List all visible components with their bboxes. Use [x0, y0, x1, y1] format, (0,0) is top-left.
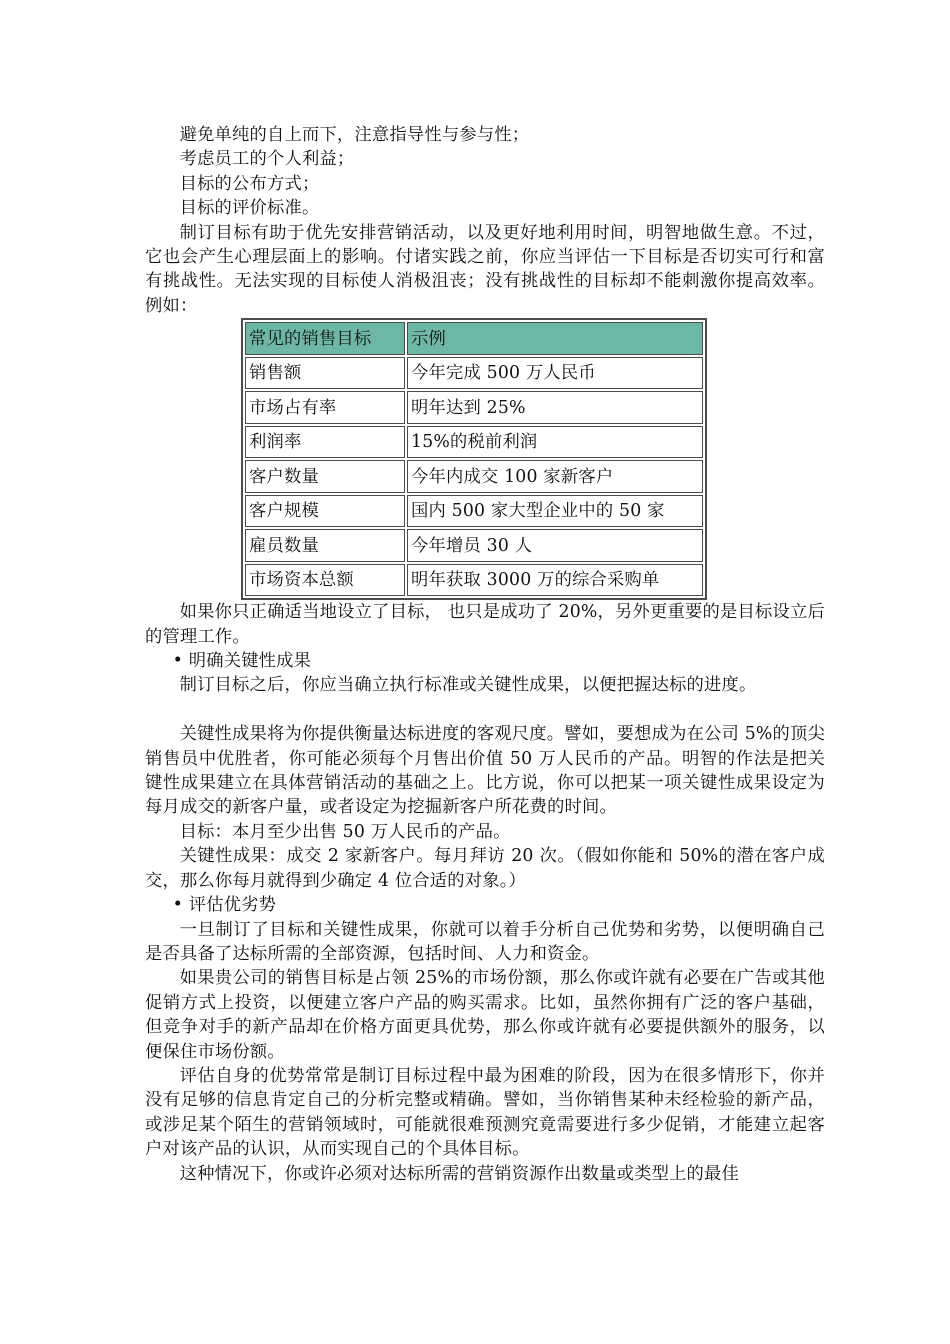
- table-cell-example: 今年完成 500 万人民币: [407, 357, 703, 390]
- list-item: 目标的公布方式；: [179, 173, 320, 194]
- table-cell-goal: 市场占有率: [245, 391, 405, 424]
- paragraph: 关键性成果将为你提供衡量达标进度的客观尺度。譬如，要想成为在公司 5%的顶尖销售员中优胜者，你可能必须每个月售出价值 50 万人民币的产品。明智的作法是把关键性成果建立在具体营销活动的基础之上。比方说，你可以把某一项关键性成果设定为每月成交的新客户量，或者设定为挖掘新客户所花费的时间。: [145, 724, 825, 818]
- table-row: [245, 564, 703, 597]
- table-cell-example: 15%的税前利润: [407, 426, 703, 459]
- section-heading-swot: • 评估优劣势: [172, 895, 277, 916]
- paragraph: 如果贵公司的销售目标是占领 25%的市场份额，那么你或许就有必要在广告或其他促销方式上投资，以便建立客户产品的购买需求。比如，虽然你拥有广泛的客户基础，但竞争对手的新产品却在价格方面更具优势，那么你或许就有必要提供额外的服务，以便保住市场份额。: [145, 968, 825, 1062]
- list-item: 避免单纯的自上而下，注意指导性与参与性；: [179, 125, 530, 145]
- table-header-cell: 常见的销售目标: [245, 322, 405, 355]
- table-header-cell: 示例: [407, 322, 703, 355]
- table-row: [245, 495, 703, 528]
- table-cell-goal: 客户规模: [245, 495, 405, 528]
- table-cell-goal: 利润率: [245, 426, 405, 459]
- paragraph-key-result: 关键性成果：成交 2 家新客户。每月拜访 20 次。（假如你能和 50%的潜在客户成交，那么你每月就得到少确定 4 位合适的对象。）: [145, 846, 825, 891]
- paragraph: 评估自身的优势常常是制订目标过程中最为困难的阶段，因为在很多情形下，你并没有足够的信息肯定自己的分析完整或精确。譬如，当你销售某种未经检验的新产品，或涉足某个陌生的营销领域时，可能就很难预测究竟需要进行多少促销，才能建立起客户对该产品的认识，从而实现自己的个具体目标。: [145, 1065, 825, 1160]
- table-cell-goal: 客户数量: [245, 460, 405, 493]
- table-cell-example: 明年获取 3000 万的综合采购单: [407, 564, 703, 597]
- paragraph-after-table: 如果你只正确适当地设立了目标， 也只是成功了 20%，另外更重要的是目标设立后的管理工作。: [145, 602, 825, 647]
- table-header-row: [245, 322, 703, 355]
- table-cell-goal: 雇员数量: [245, 529, 405, 562]
- table-cell-goal: 销售额: [245, 357, 405, 390]
- blank-line: [145, 698, 825, 722]
- table-cell-example: 国内 500 家大型企业中的 50 家: [407, 495, 703, 528]
- paragraph-goal: 目标：本月至少出售 50 万人民币的产品。: [179, 821, 511, 842]
- document-body: [145, 123, 825, 1186]
- sales-goals-table-wrapper: [145, 318, 825, 600]
- table-cell-goal: 市场资本总额: [245, 564, 405, 597]
- paragraph: 这种情况下，你或许必须对达标所需的营销资源作出数量或类型上的最佳: [179, 1163, 739, 1184]
- paragraph: 一旦制订了目标和关键性成果，你就可以着手分析自己优势和劣势，以便明确自己是否具备了达标所需的全部资源，包括时间、人力和资金。: [145, 919, 825, 964]
- sales-goals-table: [241, 318, 707, 600]
- table-row: [245, 357, 703, 390]
- table-cell-example: 今年内成交 100 家新客户: [407, 460, 703, 493]
- section-heading-key-results: • 明确关键性成果: [172, 651, 312, 672]
- list-item: 目标的评价标准。: [179, 198, 320, 219]
- table-cell-example: 明年达到 25%: [407, 391, 703, 424]
- paragraph-intro: 制订目标有助于优先安排营销活动，以及更好地利用时间，明智地做生意。不过，它也会产生心理层面上的影响。付诸实践之前，你应当评估一下目标是否切实可行和富有挑战性。无法实现的目标使人消极沮丧；没有挑战性的目标却不能刺激你提高效率。例如：: [145, 222, 825, 316]
- table-cell-example: 今年增员 30 人: [407, 529, 703, 562]
- paragraph: 制订目标之后，你应当确立执行标准或关键性成果，以便把握达标的进度。: [179, 675, 757, 696]
- table-row: [245, 391, 703, 424]
- table-row: [245, 460, 703, 493]
- list-item: 考虑员工的个人利益；: [179, 149, 355, 170]
- table-row: [245, 426, 703, 459]
- table-row: [245, 529, 703, 562]
